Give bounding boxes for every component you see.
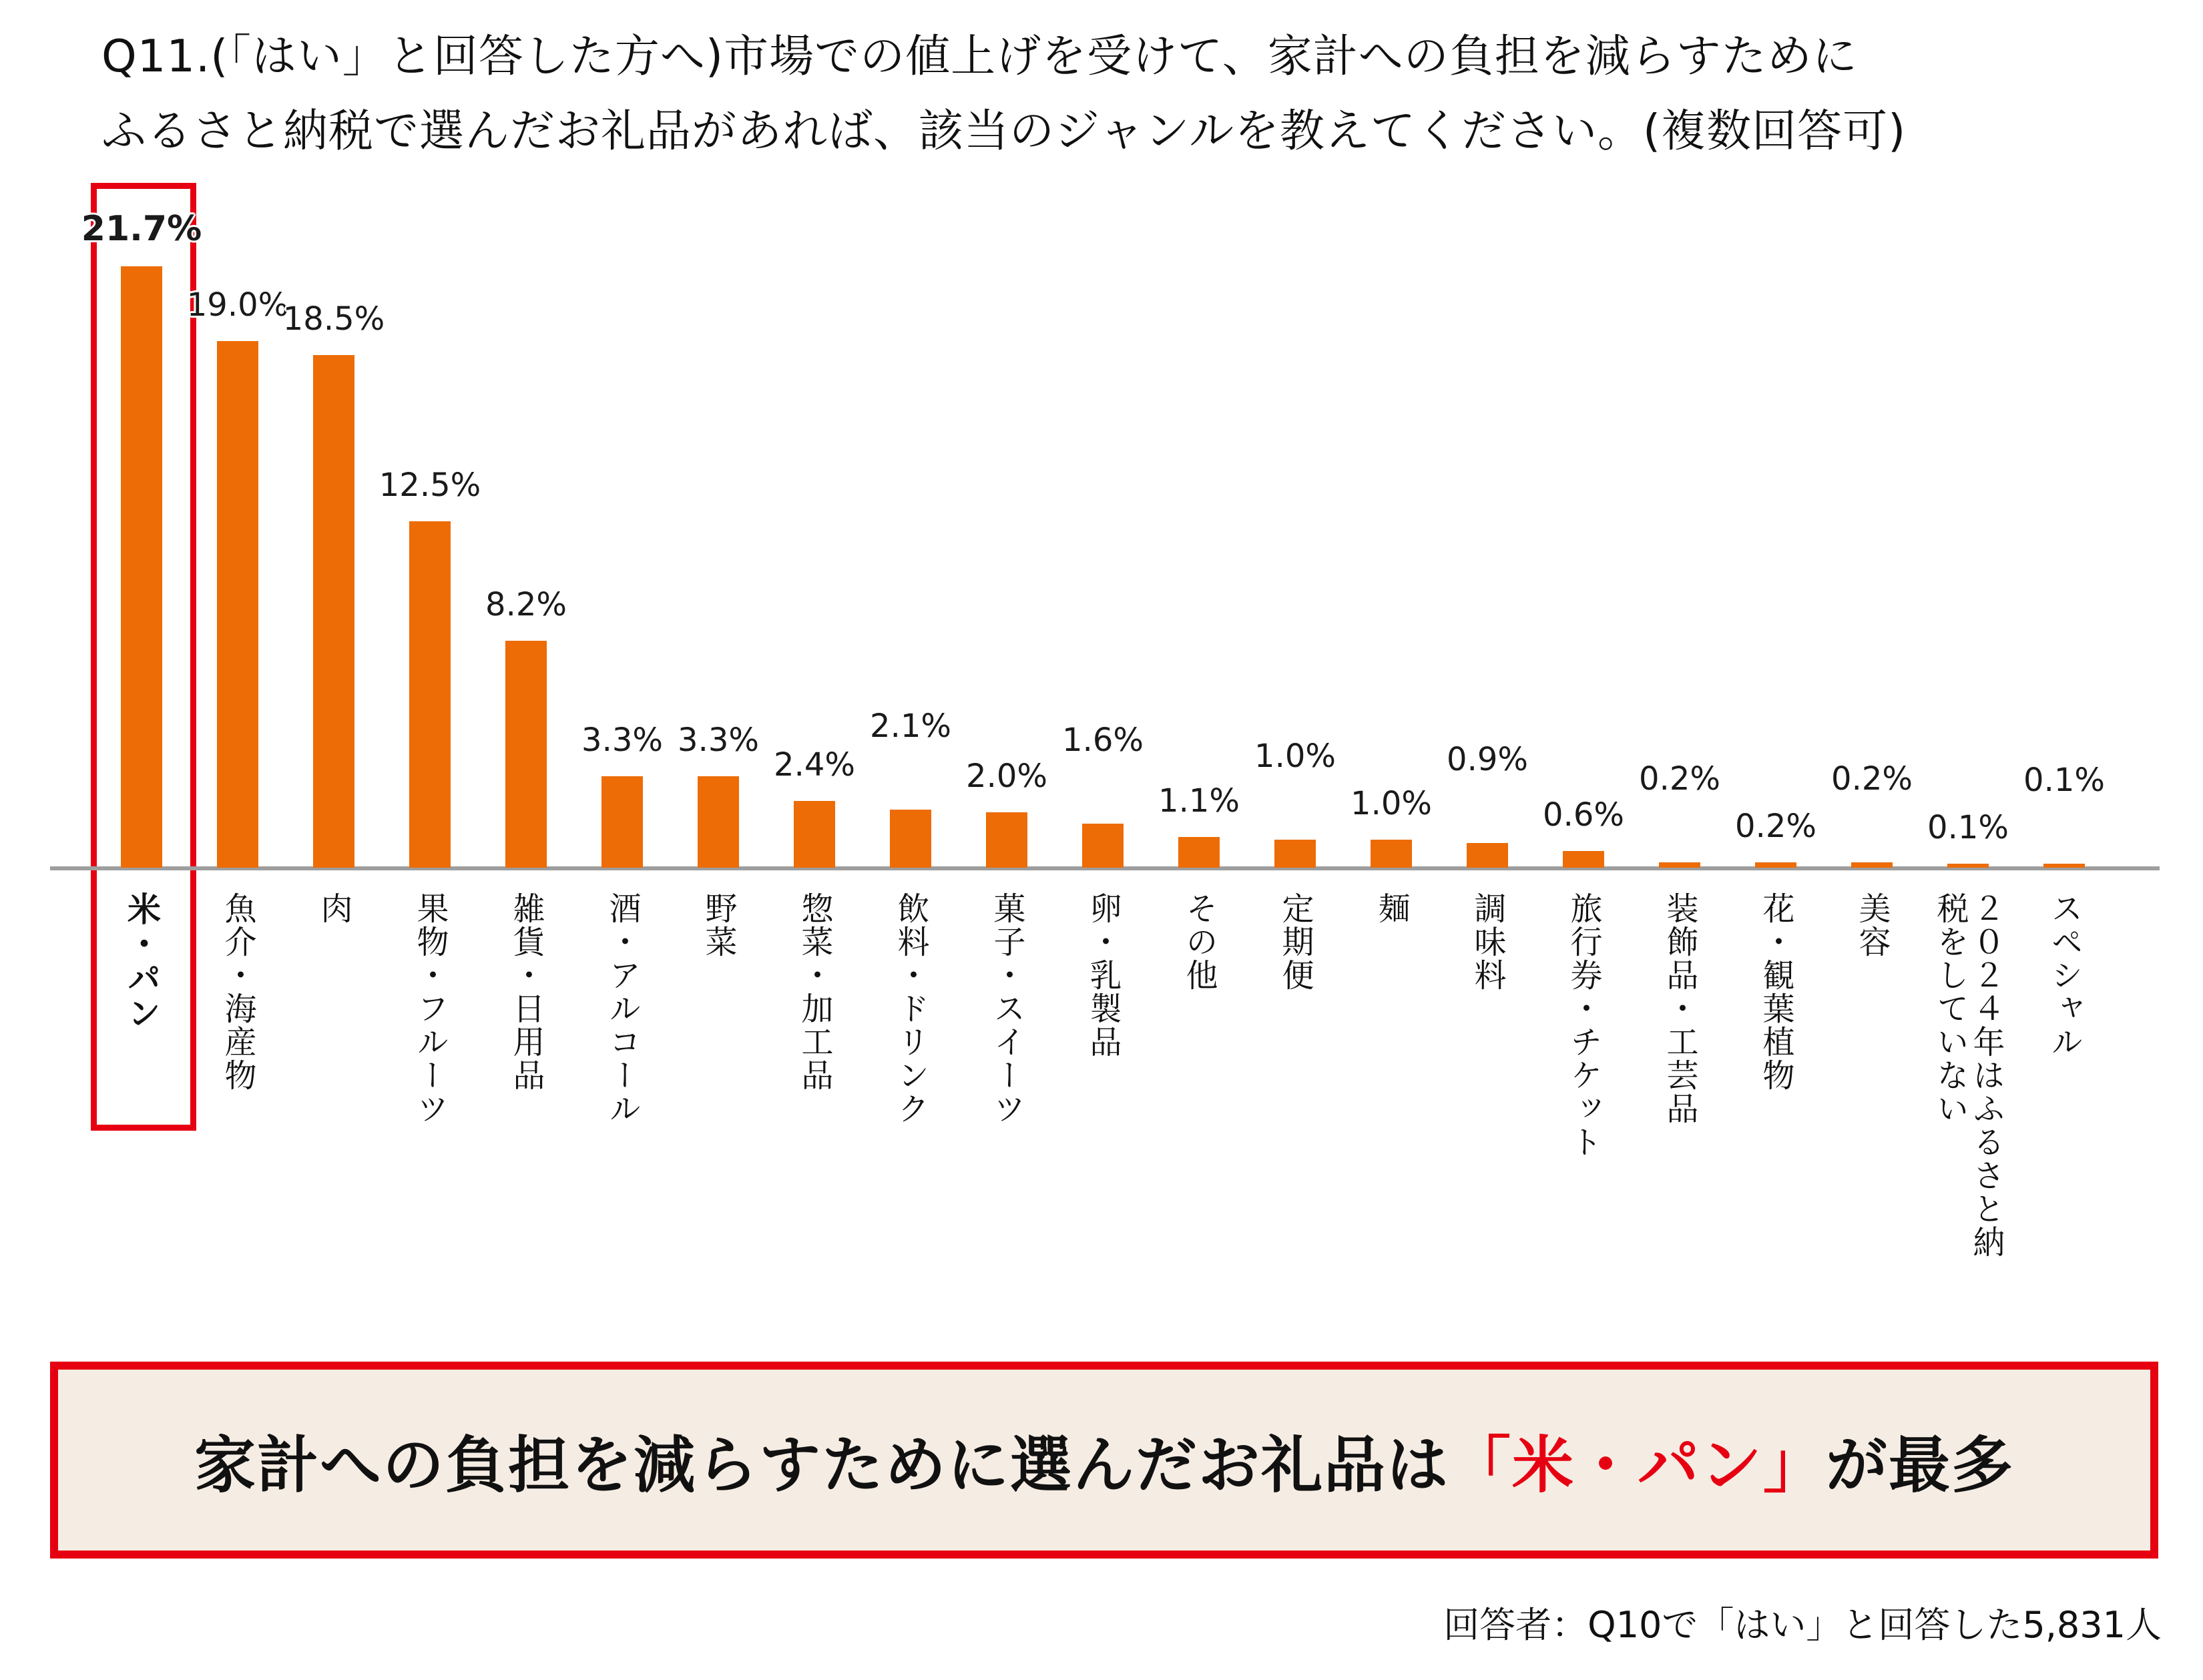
summary-text-before: 家計への負担を減らすために選んだお礼品は xyxy=(194,1429,1449,1501)
chart-title-line1: Q11.(「はい」と回答した方へ)市場での値上げを受けて、家計への負担を減らすために xyxy=(101,30,1858,82)
category-label-11: 卵・乳製品 xyxy=(1084,892,1122,1059)
bar-13 xyxy=(1274,840,1316,868)
value-label-6: 3.3% xyxy=(581,722,663,759)
category-label-20: ２０２４年はふるさと納税をしていない xyxy=(1931,892,2005,1259)
category-label-8: 惣菜・加工品 xyxy=(796,892,833,1092)
value-label-12: 1.1% xyxy=(1158,782,1240,820)
category-label-4: 果物・フルーツ xyxy=(411,892,449,1125)
bar-10 xyxy=(986,812,1027,868)
chart-title xyxy=(101,19,1906,168)
value-label-19: 0.2% xyxy=(1831,760,1913,798)
value-label-16: 0.6% xyxy=(1543,796,1624,834)
value-label-15: 0.9% xyxy=(1447,741,1528,778)
value-label-5: 8.2% xyxy=(485,586,567,623)
bar-18 xyxy=(1755,862,1796,868)
bar-2 xyxy=(217,341,258,868)
value-label-21: 0.1% xyxy=(2023,762,2105,799)
category-label-6: 酒・アルコール xyxy=(603,892,641,1125)
chart-title-line2: ふるさと納税で選んだお礼品があれば、該当のジャンルを教えてください。(複数回答可) xyxy=(101,105,1907,157)
summary-banner-text xyxy=(194,1416,2014,1504)
bar-3 xyxy=(313,355,354,868)
value-label-10: 2.0% xyxy=(966,758,1047,795)
bar-16 xyxy=(1563,851,1604,868)
value-label-20: 0.1% xyxy=(1927,809,2009,846)
category-label-15: 調味料 xyxy=(1469,892,1506,992)
category-label-14: 麺 xyxy=(1373,892,1410,925)
bar-21 xyxy=(2043,864,2085,868)
category-label-13: 定期便 xyxy=(1276,892,1314,992)
value-label-14: 1.0% xyxy=(1351,785,1432,822)
value-label-2: 19.0% xyxy=(186,286,289,324)
bar-5 xyxy=(505,641,547,868)
bar-4 xyxy=(409,521,451,868)
category-label-1: 米・パン xyxy=(122,892,161,1031)
bar-7 xyxy=(698,776,739,868)
value-label-8: 2.4% xyxy=(774,746,855,784)
value-label-18: 0.2% xyxy=(1735,808,1816,845)
bar-11 xyxy=(1082,824,1124,868)
value-label-7: 3.3% xyxy=(678,722,759,759)
category-label-18: 花・観葉植物 xyxy=(1757,892,1794,1092)
bar-9 xyxy=(890,810,931,868)
category-label-19: 美容 xyxy=(1853,892,1891,958)
bar-19 xyxy=(1851,862,1893,868)
bar-15 xyxy=(1467,843,1508,868)
summary-banner xyxy=(50,1362,2158,1559)
value-label-9: 2.1% xyxy=(870,708,951,745)
category-label-16: 旅行券・チケット xyxy=(1565,892,1602,1159)
value-label-1: 21.7% xyxy=(81,209,202,249)
value-label-3: 18.5% xyxy=(282,300,385,338)
value-label-4: 12.5% xyxy=(379,467,481,504)
respondents-note: 回答者：Q10で「はい」と回答した5,831人 xyxy=(1443,1604,2162,1646)
category-label-5: 雑貨・日用品 xyxy=(507,892,545,1092)
category-label-12: その他 xyxy=(1180,892,1218,992)
category-label-2: 魚介・海産物 xyxy=(219,892,256,1092)
bar-8 xyxy=(794,801,835,868)
bar-14 xyxy=(1371,840,1412,868)
bar-1 xyxy=(121,266,162,868)
summary-text-highlight: 「米・パン」 xyxy=(1449,1429,1826,1501)
category-label-9: 飲料・ドリンク xyxy=(892,892,929,1125)
bar-6 xyxy=(601,776,643,868)
bar-17 xyxy=(1659,862,1700,868)
value-label-11: 1.6% xyxy=(1062,722,1144,759)
category-label-10: 菓子・スイーツ xyxy=(988,892,1025,1125)
category-label-7: 野菜 xyxy=(700,892,737,958)
value-label-13: 1.0% xyxy=(1254,738,1336,775)
value-label-17: 0.2% xyxy=(1639,760,1720,798)
category-label-17: 装飾品・工芸品 xyxy=(1661,892,1698,1125)
category-label-21: スペシャル xyxy=(2045,892,2083,1059)
bar-12 xyxy=(1178,837,1220,868)
category-label-3: 肉 xyxy=(315,892,352,925)
summary-text-after: が最多 xyxy=(1826,1429,2015,1501)
bar-20 xyxy=(1947,864,1989,868)
